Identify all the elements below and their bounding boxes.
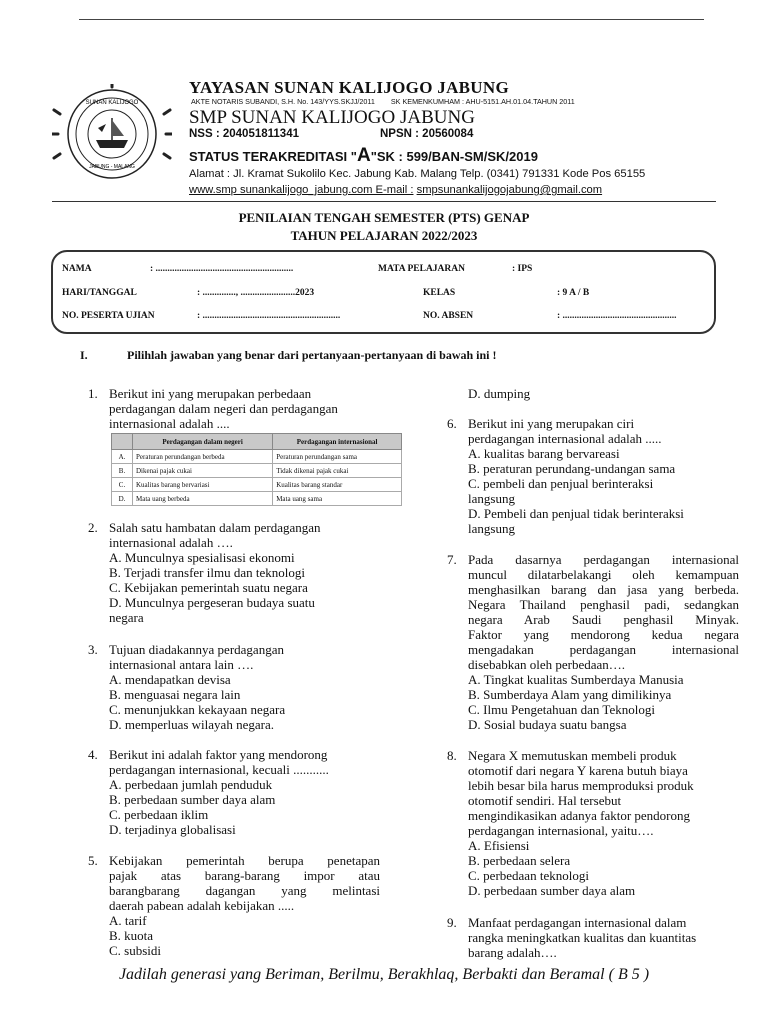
kelas-value: : 9 A / B (557, 288, 590, 298)
q6-option-d-cont[interactable]: langsung (468, 521, 515, 536)
email-link[interactable]: smpsunankalijogojabung@gmail.com (416, 184, 603, 196)
section-number: I. (80, 348, 88, 362)
q8-stem-line: otomotif sendiri. Hal tersebut (468, 793, 622, 808)
q7-stem-line: mengadakan perdagangan internasional (468, 642, 739, 657)
q6-block (468, 416, 684, 536)
q1-line: internasional adalah .... (109, 416, 230, 431)
q9-stem-line: Manfaat perdagangan internasional dalam (468, 915, 687, 930)
legal-line (191, 97, 575, 106)
q8-option-d[interactable]: D. perbedaan sumber daya alam (468, 883, 636, 898)
q9-number: 9. (447, 915, 457, 930)
q4-number: 4. (88, 747, 98, 762)
table-row[interactable] (112, 464, 402, 478)
kelas-label: KELAS (423, 288, 456, 298)
q5-stem-line: pajak atas barang-barang impor atau (109, 868, 380, 883)
q6-option-b[interactable]: B. peraturan perundang-undangan sama (468, 461, 676, 476)
table-option: A. (112, 450, 133, 464)
q4-block (109, 747, 329, 837)
mapel-label: MATA PELAJARAN (378, 264, 465, 274)
q8-stem-line: Negara X memutuskan membeli produk (468, 748, 677, 763)
q1-line: Berikut ini yang merupakan perbedaan (109, 386, 312, 401)
q2-option-b[interactable]: B. Terjadi transfer ilmu dan teknologi (109, 565, 305, 580)
school-logo (52, 84, 172, 184)
q4-option-c[interactable]: C. perbedaan iklim (109, 807, 209, 822)
q3-option-d[interactable]: D. memperluas wilayah negara. (109, 717, 274, 732)
q2-option-d[interactable]: D. Munculnya pergeseran budaya suatu (109, 595, 315, 610)
q7-option-c[interactable]: C. Ilmu Pengetahuan dan Teknologi (468, 702, 655, 717)
exam-year: TAHUN PELAJARAN 2022/2023 (290, 228, 478, 243)
q5-stem-line: daerah pabean adalah kebijakan ..... (109, 898, 295, 913)
table-col1-header: Perdagangan dalam negeri (133, 434, 273, 450)
peserta-label: NO. PESERTA UJIAN (62, 311, 155, 321)
header-divider (52, 201, 716, 202)
table-option: C. (112, 478, 133, 492)
table-cell: Dikenai pajak cukai (133, 464, 273, 478)
q1-comparison-table (111, 433, 402, 506)
q8-option-a[interactable]: A. Efisiensi (468, 838, 530, 853)
table-cell: Mata uang sama (273, 492, 402, 506)
q7-stem-line: Pada dasarnya perdagangan internasional (468, 552, 739, 567)
q4-option-a[interactable]: A. perbedaan jumlah penduduk (109, 777, 273, 792)
q8-block (468, 748, 694, 898)
q8-stem-line: lebih besar bila harus memproduksi produk (468, 778, 694, 793)
q8-option-c[interactable]: C. perbedaan teknologi (468, 868, 589, 883)
q2-option-c[interactable]: C. Kebijakan pemerintah suatu negara (109, 580, 308, 595)
q9-stem-line: barang adalah…. (468, 945, 557, 960)
table-col2-header: Perdagangan internasional (273, 434, 402, 450)
q3-number: 3. (88, 642, 98, 657)
table-cell: Peraturan perundangan sama (273, 450, 402, 464)
school-name: SMP SUNAN KALIJOGO JABUNG (189, 107, 475, 128)
q5-option-d[interactable]: D. dumping (468, 386, 531, 401)
npsn: NPSN : 20560084 (380, 128, 474, 140)
q3-stem-line: Tujuan diadakannya perdagangan (109, 642, 284, 657)
q4-option-b[interactable]: B. perbedaan sumber daya alam (109, 792, 276, 807)
q8-stem-line: perdagangan internasional, yaitu…. (468, 823, 654, 838)
q7-option-b[interactable]: B. Sumberdaya Alam yang dimilikinya (468, 687, 672, 702)
q2-option-a[interactable]: A. Munculnya spesialisasi ekonomi (109, 550, 295, 565)
q8-option-b[interactable]: B. perbedaan selera (468, 853, 571, 868)
status-grade: A (356, 145, 371, 166)
status-label: STATUS TERAKREDITASI " (189, 149, 357, 164)
nama-field[interactable]: : .......................................................... (150, 264, 294, 274)
table-cell: Peraturan perundangan berbeda (133, 450, 273, 464)
q7-stem-line: disebabkan oleh perbedaan…. (468, 657, 626, 672)
table-header-row (112, 434, 402, 450)
q8-stem-line: mengindikasikan adanya faktor pendorong (468, 808, 691, 823)
table-cell: Kualitas barang bervariasi (133, 478, 273, 492)
q5-option-c[interactable]: C. subsidi (109, 943, 162, 958)
q7-stem-line: Faktor yang mendorong kedua negara (468, 627, 739, 642)
q3-option-b[interactable]: B. menguasai negara lain (109, 687, 241, 702)
q6-option-c-cont[interactable]: langsung (468, 491, 515, 506)
q7-option-d[interactable]: D. Sosial budaya suatu bangsa (468, 717, 627, 732)
q2-stem-line: Salah satu hambatan dalam perdagangan (109, 520, 321, 535)
q6-stem-line: Berikut ini yang merupakan ciri (468, 416, 635, 431)
logo-text-top: SUNAN KALIJOGO (85, 100, 139, 106)
table-cell: Kualitas barang standar (273, 478, 402, 492)
status-sk: "SK : 599/BAN-SM/SK/2019 (370, 149, 538, 164)
accreditation-status (189, 145, 538, 167)
table-row[interactable] (112, 450, 402, 464)
hari-field[interactable]: : .............., .......................2023 (197, 288, 315, 298)
absen-field[interactable]: : ................................................ (557, 311, 677, 321)
q6-option-c[interactable]: C. pembeli dan penjual berinteraksi (468, 476, 654, 491)
q5-stem-line: Kebijakan pemerintah berupa penetapan (109, 853, 380, 868)
q7-number: 7. (447, 552, 457, 567)
footer-motto: Jadilah generasi yang Beriman, Berilmu, Berakhlaq, Berbakti dan Beramal ( B 5 ) (118, 966, 650, 983)
table-cell: Mata uang berbeda (133, 492, 273, 506)
q7-stem-line: negara Arab Saudi penghasil Minyak. (468, 612, 739, 627)
q8-stem-line: otomotif dari negara Y karena butuh biaya (468, 763, 688, 778)
q4-stem-line: Berikut ini adalah faktor yang mendorong (109, 747, 328, 762)
sk-kemenkumham: SK KEMENKUMHAM : AHU-5151.AH.01.04.TAHUN 2011 (390, 97, 575, 106)
mapel-value: : IPS (512, 264, 533, 274)
student-identity-box (51, 250, 716, 334)
table-cell: Tidak dikenai pajak cukai (273, 464, 402, 478)
q7-block (468, 552, 739, 732)
q3-block (109, 642, 285, 732)
website-link[interactable]: www.smp sunankalijogo_jabung.com E-mail : (189, 184, 414, 196)
table-row[interactable] (112, 478, 402, 492)
q7-option-a[interactable]: A. Tingkat kualitas Sumberdaya Manusia (468, 672, 684, 687)
nama-label: NAMA (62, 264, 92, 274)
q6-option-a[interactable]: A. kualitas barang bervareasi (468, 446, 620, 461)
contact-line (189, 184, 602, 196)
q3-option-c[interactable]: C. menunjukkan kekayaan negara (109, 702, 286, 717)
q6-option-d[interactable]: D. Pembeli dan penjual tidak berinteraksi (468, 506, 684, 521)
logo-text-bottom: JABUNG - MALANG (89, 164, 135, 170)
table-option: B. (112, 464, 133, 478)
q1-number: 1. (88, 386, 98, 401)
q9-stem-line: rangka meningkatkan kualitas dan kuantitas (468, 930, 697, 945)
q3-option-a[interactable]: A. mendapatkan devisa (109, 672, 231, 687)
hari-label: HARI/TANGGAL (62, 288, 137, 298)
section-instruction: Pilihlah jawaban yang benar dari pertanyaan-pertanyaan di bawah ini ! (127, 348, 497, 362)
q2-block (109, 520, 321, 625)
q6-number: 6. (447, 416, 457, 431)
q1-stem (109, 386, 338, 431)
table-option: D. (112, 492, 133, 506)
q5-option-a[interactable]: A. tarif (109, 913, 147, 928)
q5-block (109, 853, 380, 958)
q3-stem-line: internasional antara lain …. (109, 657, 254, 672)
peserta-field[interactable]: : .......................................................... (197, 311, 341, 321)
table-corner (112, 434, 133, 450)
q8-number: 8. (447, 748, 457, 763)
foundation-name: YAYASAN SUNAN KALIJOGO JABUNG (189, 78, 509, 97)
q4-option-d[interactable]: D. terjadinya globalisasi (109, 822, 236, 837)
q7-stem-line: menghasilkan barang dan jasa yang berbeda. (468, 582, 739, 597)
q1-line: perdagangan dalam negeri dan perdagangan (109, 401, 338, 416)
q7-stem-line: muncul dilatarbelakangi oleh kemampuan (468, 567, 739, 582)
school-address: Alamat : Jl. Kramat Sukolilo Kec. Jabung Kab. Malang Telp. (0341) 791331 Kode Pos 65155 (189, 168, 646, 180)
q2-stem-line: internasional adalah …. (109, 535, 233, 550)
q5-stem-line: barangbarang dagangan yang melintasi (109, 883, 380, 898)
q2-option-d-cont[interactable]: negara (109, 610, 144, 625)
q2-number: 2. (88, 520, 98, 535)
q5-option-b[interactable]: B. kuota (109, 928, 154, 943)
q5-number: 5. (88, 853, 98, 868)
q4-stem-line: perdagangan internasional, kecuali ........... (109, 762, 329, 777)
q6-stem-line: perdagangan internasional adalah ..... (468, 431, 662, 446)
top-rule (79, 19, 704, 20)
q7-stem-line: Negara Thailand penghasil padi, sedangkan (468, 597, 739, 612)
nss: NSS : 204051811341 (189, 128, 299, 140)
akte-notaris: AKTE NOTARIS SUBANDI, S.H. No. 143/YYS.SKJJ/2011 (191, 97, 375, 106)
table-row[interactable] (112, 492, 402, 506)
exam-title: PENILAIAN TENGAH SEMESTER (PTS) GENAP (238, 210, 530, 225)
absen-label: NO. ABSEN (423, 311, 474, 321)
q9-block (468, 915, 696, 960)
